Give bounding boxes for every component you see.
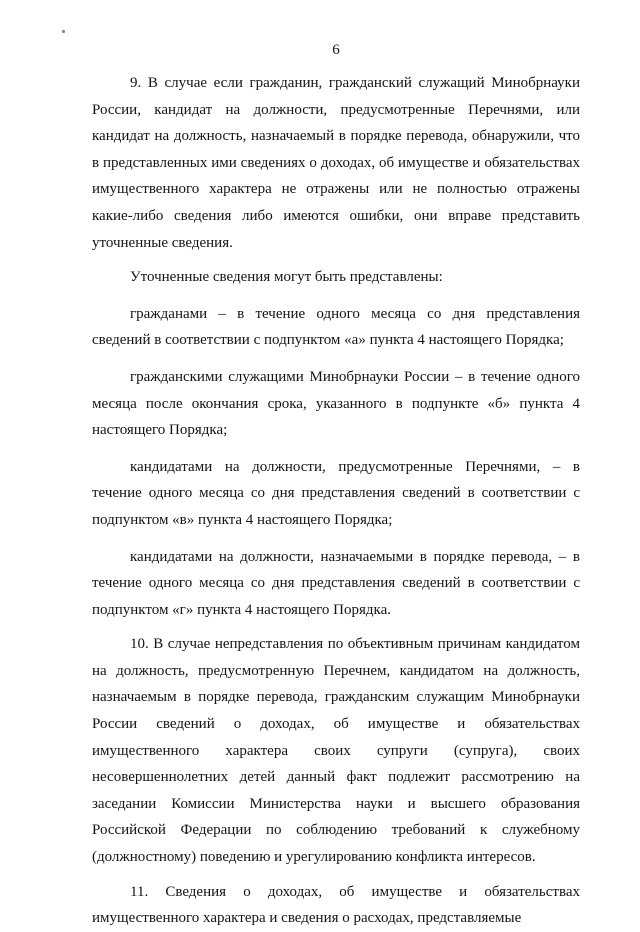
paragraph-9: 9. В случае если гражданин, гражданский служащий Минобрнауки России, кандидат на должности, предусмотренные Перечнями, или кандидат на должность, назначаемый в порядке перевода, обнаружили, что в представленных ими сведениях о доходах, об имуществе и обязательствах имущественного характера не отражены или не полностью отражены какие-либо сведения либо имеются ошибки, они вправе представить уточненные сведения. bbox=[92, 75, 580, 251]
document-body bbox=[92, 70, 580, 932]
paragraph-11: 11. Сведения о доходах, об имуществе и обязательствах имущественного характера и сведения о расходах, представляемые bbox=[92, 883, 580, 927]
paragraph-10: 10. В случае непредставления по объективным причинам кандидатом на должность, предусмотренную Перечнем, кандидатом на должность, назначаемым в порядке перевода, гражданским служащим Минобрнауки России сведений о доходах, об имуществе и обязательствах имущественного характера своих супруги (супруга), своих несовершеннолетних детей данный факт подлежит рассмотрению на заседании Комиссии Министерства науки и высшего образования Российской Федерации по соблюдению требований к служебному (должностному) поведению и урегулированию конфликта интересов. bbox=[92, 636, 580, 866]
paragraph-citizens: гражданами – в течение одного месяца со дня представления сведений в соответствии с подпунктом «а» пункта 4 настоящего Порядка; bbox=[92, 305, 580, 349]
page-number: 6 bbox=[332, 42, 340, 58]
scan-speck bbox=[62, 30, 65, 33]
paragraph-clarified-intro: Уточненные сведения могут быть представлены: bbox=[130, 269, 443, 286]
paragraph-candidates-transfer: кандидатами на должности, назначаемыми в порядке перевода, – в течение одного месяца со дня представления сведений в соответствии с подпунктом «г» пункта 4 настоящего Порядка. bbox=[92, 548, 580, 618]
paragraph-civil-servants: гражданскими служащими Минобрнауки России – в течение одного месяца после окончания срока, указанного в подпункте «б» пункта 4 настоящего Порядка; bbox=[92, 368, 580, 439]
paragraph-candidates-lists: кандидатами на должности, предусмотренные Перечнями, – в течение одного месяца со дня представления сведений в соответствии с подпунктом «в» пункта 4 настоящего Порядка; bbox=[92, 458, 580, 528]
